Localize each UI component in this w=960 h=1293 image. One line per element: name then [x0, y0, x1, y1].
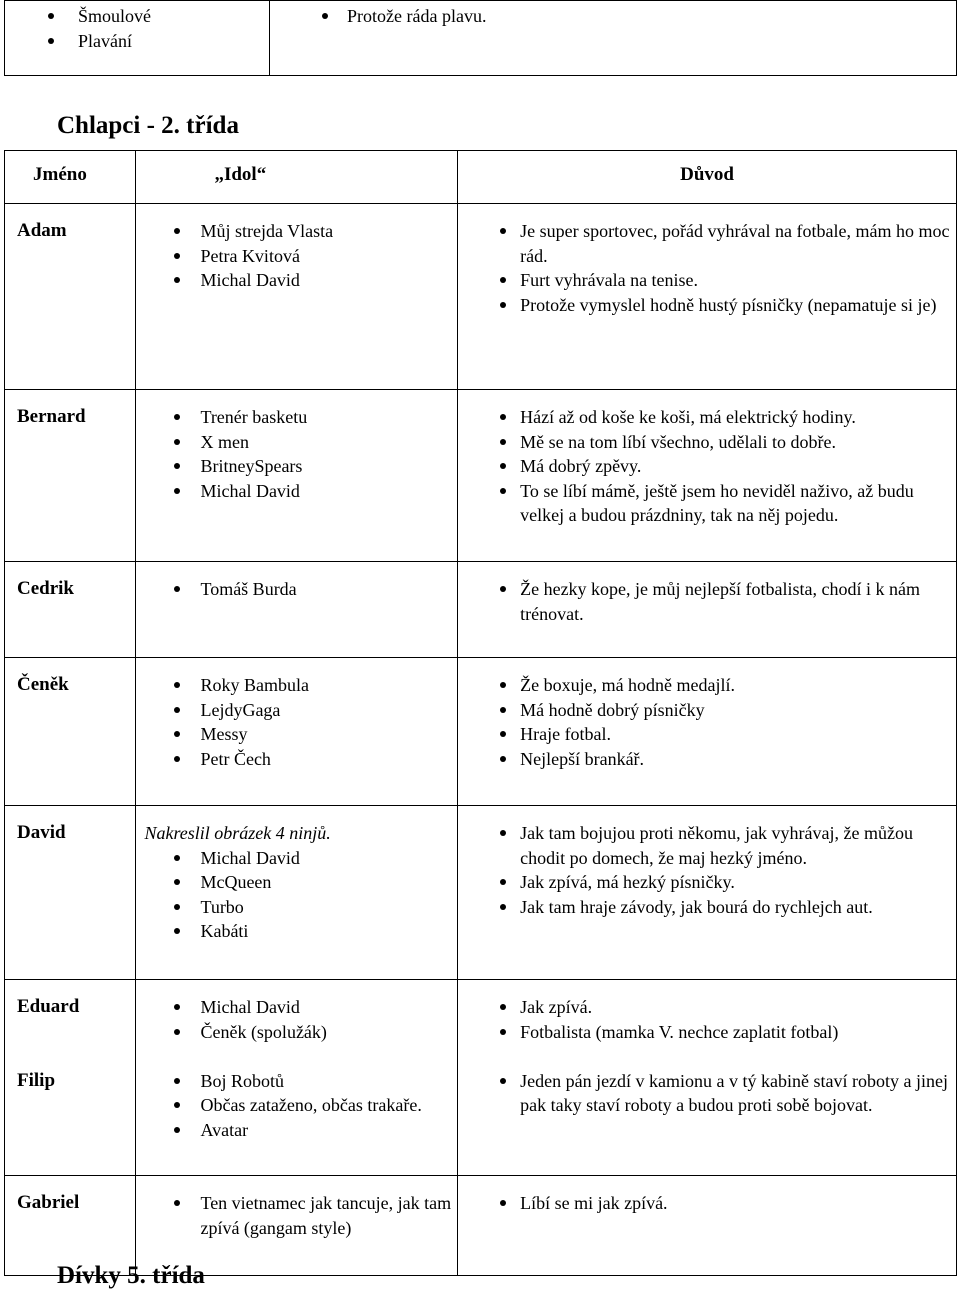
idol-list [136, 1191, 457, 1240]
list-item: Furt vyhrávala na tenise. [458, 268, 956, 293]
row-idols [136, 390, 458, 562]
list-item: Šmoulové [5, 4, 269, 29]
list-item: Protože vymyslel hodně hustý písničky (nepamatuje si je) [458, 293, 956, 318]
list-item: Můj strejda Vlasta [136, 219, 457, 244]
header-idol: „Idol“ [136, 151, 458, 204]
idol-list [136, 405, 457, 503]
row-name: Filip [5, 1054, 136, 1176]
list-item: Je super sportovec, pořád vyhrával na fotbale, mám ho moc rád. [458, 219, 956, 268]
list-item: Messy [136, 722, 457, 747]
list-item: Líbí se mi jak zpívá. [458, 1191, 956, 1216]
list-item: Mě se na tom líbí všechno, udělali to dobře. [458, 430, 956, 455]
list-item: Avatar [136, 1118, 457, 1143]
list-item: Kabáti [136, 919, 457, 944]
row-reasons [458, 980, 957, 1054]
table-row [5, 562, 957, 658]
row-note: Nakreslil obrázek 4 ninjů. [144, 823, 331, 843]
list-item: Jak tam bojujou proti někomu, jak vyhrávaj, že můžou chodit po domech, že maj hezký jméno. [458, 821, 956, 870]
table-row [5, 658, 957, 806]
list-item: Že hezky kope, je můj nejlepší fotbalista, chodí i k nám trénovat. [458, 577, 956, 626]
row-name: David [5, 806, 136, 980]
row-name: Eduard [5, 980, 136, 1054]
list-item: LejdyGaga [136, 698, 457, 723]
list-item: Boj Robotů [136, 1069, 457, 1094]
row-idols [136, 658, 458, 806]
row-name: Cedrik [5, 562, 136, 658]
table-row [5, 390, 957, 562]
idol-list [136, 846, 457, 944]
row-name: Čeněk [5, 658, 136, 806]
list-item: Michal David [136, 268, 457, 293]
list-item: Čeněk (spolužák) [136, 1020, 457, 1045]
row-reasons [458, 1054, 957, 1176]
header-name: Jméno [5, 151, 136, 204]
list-item: Michal David [136, 846, 457, 871]
row-idols [136, 1176, 458, 1276]
list-item: Roky Bambula [136, 673, 457, 698]
list-item: Protože ráda plavu. [270, 4, 956, 29]
idol-list [136, 1069, 457, 1143]
list-item: Petr Čech [136, 747, 457, 772]
row-name: Adam [5, 204, 136, 390]
table-row [5, 1054, 957, 1176]
list-item: Jeden pán jezdí v kamionu a v tý kabině staví roboty a jinej pak taky staví roboty a budou proti sobě bojovat. [458, 1069, 956, 1118]
row-reasons [458, 658, 957, 806]
list-item: Michal David [136, 479, 457, 504]
list-item: To se líbí mámě, ještě jsem ho neviděl naživo, až budu velkej a budou prázdniny, tak na něj pojedu. [458, 479, 956, 528]
row-idols [136, 980, 458, 1054]
top-col2 [270, 1, 957, 76]
row-reasons [458, 204, 957, 390]
list-item: Michal David [136, 995, 457, 1020]
list-item: Hází až od koše ke koši, má elektrický hodiny. [458, 405, 956, 430]
reason-list [458, 219, 956, 317]
table-row [5, 1176, 957, 1276]
row-reasons [458, 390, 957, 562]
row-reasons [458, 806, 957, 980]
list-item: Že boxuje, má hodně medajlí. [458, 673, 956, 698]
list-item: Jak zpívá, má hezký písničky. [458, 870, 956, 895]
list-item: Plavání [5, 29, 269, 54]
list-item: Nejlepší brankář. [458, 747, 956, 772]
list-item: Trenér basketu [136, 405, 457, 430]
table-row [5, 980, 957, 1054]
heading-boys: Chlapci - 2. třída [57, 112, 239, 139]
idol-list [136, 577, 457, 602]
list-item: Fotbalista (mamka V. nechce zaplatit fotbal) [458, 1020, 956, 1045]
list-item: McQueen [136, 870, 457, 895]
list-item: Ten vietnamec jak tancuje, jak tam zpívá (gangam style) [136, 1191, 457, 1240]
list-item: Petra Kvitová [136, 244, 457, 269]
list-item: Občas zataženo, občas trakaře. [136, 1093, 457, 1118]
row-name: Gabriel [5, 1176, 136, 1276]
reason-list [458, 577, 956, 626]
row-idols [136, 562, 458, 658]
reason-list [458, 1191, 956, 1216]
top-col2-list [270, 4, 956, 29]
table-header-row [5, 151, 957, 204]
list-item: Má dobrý zpěvy. [458, 454, 956, 479]
list-item: BritneySpears [136, 454, 457, 479]
idol-list [136, 219, 457, 293]
list-item: Hraje fotbal. [458, 722, 956, 747]
main-table [4, 150, 957, 1276]
top-col1-list [5, 4, 269, 53]
table-row [5, 806, 957, 980]
heading-girls: Dívky 5. třída [57, 1262, 205, 1289]
reason-list [458, 821, 956, 919]
row-name: Bernard [5, 390, 136, 562]
reason-list [458, 995, 956, 1044]
idol-list [136, 995, 457, 1044]
idol-list [136, 673, 457, 771]
list-item: Tomáš Burda [136, 577, 457, 602]
header-reason: Důvod [458, 151, 957, 204]
row-idols [136, 806, 458, 980]
reason-list [458, 673, 956, 771]
top-table [4, 0, 957, 76]
list-item: Jak zpívá. [458, 995, 956, 1020]
table-row [5, 204, 957, 390]
row-reasons [458, 562, 957, 658]
row-idols [136, 204, 458, 390]
top-col1 [5, 1, 270, 76]
row-reasons [458, 1176, 957, 1276]
list-item: X men [136, 430, 457, 455]
list-item: Jak tam hraje závody, jak bourá do rychlejch aut. [458, 895, 956, 920]
list-item: Má hodně dobrý písničky [458, 698, 956, 723]
list-item: Turbo [136, 895, 457, 920]
row-idols [136, 1054, 458, 1176]
reason-list [458, 1069, 956, 1118]
reason-list [458, 405, 956, 528]
